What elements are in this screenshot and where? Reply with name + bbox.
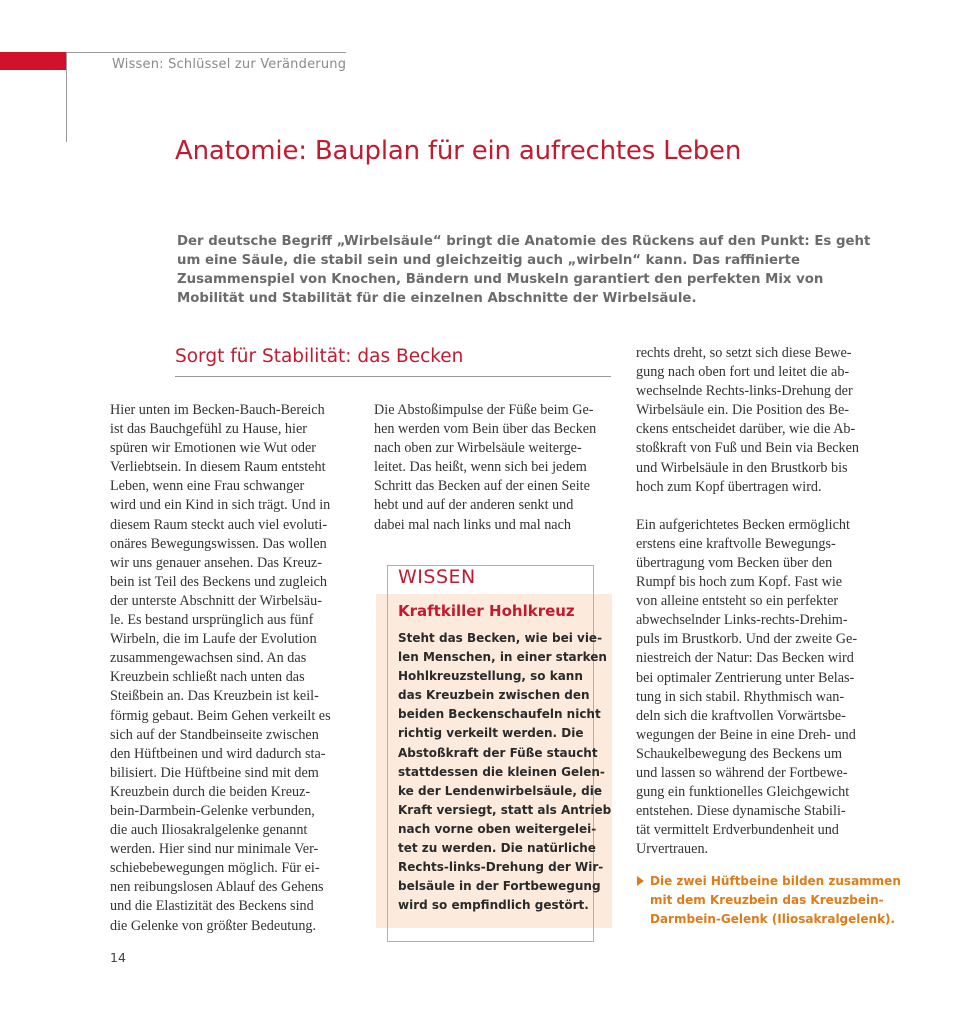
paragraph-gap	[636, 497, 859, 516]
text-line: hoch zum Kopf übertragen wird.	[636, 478, 822, 495]
text-line: werden. Hier sind nur minimale Ver-	[110, 841, 319, 858]
text-line: gung nach oben fort und leitet die ab-	[636, 364, 850, 381]
box-text-line: Rechts-links-Drehung der Wir-	[398, 860, 604, 875]
text-line: hen werden vom Bein über das Becken	[374, 421, 597, 438]
text-line: bein-Darmbein-Gelenke verbunden,	[110, 802, 315, 819]
text-line: diesem Raum steckt auch viel evoluti-	[110, 516, 328, 533]
text-line: deln sich die kraftvollen Vorwärtsbe-	[636, 707, 846, 724]
section-heading: Sorgt für Stabilität: das Becken	[175, 346, 464, 367]
text-line: Steißbein an. Das Kreuzbein ist keil-	[110, 688, 319, 705]
text-line: ist das Bauchgefühl zu Hause, hier	[110, 421, 307, 438]
text-line: tung in sich stabil. Rhythmisch wan-	[636, 688, 845, 705]
box-text-line: das Kreuzbein zwischen den	[398, 688, 590, 703]
text-line: Wirbelsäule ein. Die Position des Be-	[636, 402, 849, 419]
text-line: gung ein funktionelles Gleichgewicht	[636, 784, 850, 801]
box-text-line: wird so empfindlich gestört.	[398, 898, 589, 913]
text-line: dabei mal nach links und mal nach	[374, 516, 571, 533]
text-line: Ein aufgerichtetes Becken ermöglicht	[636, 516, 850, 533]
text-line: spüren wir Emotionen wie Wut oder	[110, 440, 317, 457]
text-line: wechselnde Rechts-links-Drehung der	[636, 383, 853, 400]
running-head: Wissen: Schlüssel zur Veränderung	[112, 57, 347, 72]
text-line: nach oben zur Wirbelsäule weiterge-	[374, 440, 582, 457]
box-text-line: tet zu werden. Die natürliche	[398, 841, 596, 856]
text-line: und Wirbelsäule in den Brustkorb bis	[636, 459, 848, 476]
text-line: die auch Iliosakralgelenke genannt	[110, 822, 308, 839]
text-line: bilisiert. Die Hüftbeine sind mit dem	[110, 764, 319, 781]
text-line: niestreich der Natur: Das Becken wird	[636, 650, 854, 667]
note-text: Die zwei Hüftbeine bilden zusammen	[650, 874, 901, 888]
text-line: bein ist Teil des Beckens und zugleich	[110, 573, 328, 590]
wissen-box-title: Kraftkiller Hohlkreuz	[398, 602, 575, 620]
text-line: leitet. Das heißt, wenn sich bei jedem	[374, 459, 587, 476]
text-line: nen reibungslosen Ablauf des Gehens	[110, 879, 324, 896]
section-rule	[175, 376, 611, 377]
text-line: erstens eine kraftvolle Bewegungs-	[636, 535, 836, 552]
text-line: Rumpf bis hoch zum Kopf. Fast wie	[636, 574, 843, 591]
box-text-line: stattdessen die kleinen Gelen-	[398, 764, 605, 779]
header-rule	[66, 52, 346, 53]
box-text-line: Hohlkreuzstellung, so kann	[398, 669, 583, 684]
text-line: die Gelenke von größter Bedeutung.	[110, 917, 317, 934]
text-line: und lassen so während der Fortbewe-	[636, 764, 848, 781]
box-text-line: Steht das Becken, wie bei vie-	[398, 631, 603, 645]
text-line: bei optimaler Zentrierung unter Belas-	[636, 669, 855, 686]
header-vertical-rule	[66, 52, 67, 142]
text-line: Leben, wenn eine Frau schwanger	[110, 478, 305, 495]
intro-paragraph: Der deutsche Begriff „Wirbelsäule“ bringt die Anatomie des Rückens auf den Punkt: Es geht um eine Säule, die stabil sein und gleichzeitig auch „wirbeln“ kann. Das raffinierte Zusammenspiel von Knochen, Bändern und Muskeln garantiert den perfekten Mix von Mobilität und Stabilität für die einzelnen Abschnitte der Wirbelsäule.	[177, 234, 871, 306]
text-line: Schritt das Becken auf der einen Seite	[374, 478, 590, 495]
text-line: rechts dreht, so setzt sich diese Bewe-	[636, 345, 852, 361]
text-line: le. Es bestand ursprünglich aus fünf	[110, 612, 314, 629]
box-text-line: ke der Lendenwirbelsäule, die	[398, 783, 602, 798]
column-3	[636, 344, 859, 859]
box-text-line: beiden Beckenschaufeln nicht	[398, 707, 601, 722]
text-line: Die Abstoßimpulse der Füße beim Ge-	[374, 402, 594, 418]
column-2	[374, 401, 596, 535]
text-line: schiebebewegungen möglich. Für ei-	[110, 860, 320, 877]
note-callout	[636, 872, 901, 929]
box-text-line: belsäule in der Fortbewegung	[398, 879, 601, 894]
page-title: Anatomie: Bauplan für ein aufrechtes Leben	[175, 136, 742, 166]
text-line: tät vermittelt Erdverbundenheit und	[636, 822, 839, 839]
text-line: wird und ein Kind in sich trägt. Und in	[110, 497, 331, 514]
text-line: wir uns genauer ansehen. Das Kreuz-	[110, 554, 322, 571]
text-line: wegungen der Beine in eine Dreh- und	[636, 726, 856, 743]
text-line: stoßkraft von Fuß und Bein via Becken	[636, 440, 860, 457]
text-line: hebt und auf der anderen senkt und	[374, 497, 574, 514]
text-line: und die Elastizität des Beckens sind	[110, 898, 314, 915]
text-line: onäres Bewegungswissen. Das wollen	[110, 535, 327, 552]
page-number: 14	[110, 950, 126, 965]
wissen-box-body	[398, 629, 611, 915]
text-line: Urvertrauen.	[636, 841, 709, 858]
box-text-line: richtig verkeilt werden. Die	[398, 726, 584, 741]
text-line: zusammengewachsen sind. An das	[110, 650, 307, 667]
text-line: puls im Brustkorb. Und der zweite Ge-	[636, 631, 858, 648]
text-line: übertragung vom Becken über den	[636, 554, 833, 571]
box-text-line: nach vorne oben weitergelei-	[398, 821, 597, 836]
text-line: Verliebtsein. In diesem Raum entsteht	[110, 459, 326, 476]
red-header-tab	[0, 52, 66, 70]
text-line: Kreuzbein schließt nach unten das	[110, 669, 305, 686]
text-line: ckens entscheidet darüber, wie die Ab-	[636, 421, 856, 438]
text-line: sich auf der Standbeinseite zwischen	[110, 726, 319, 743]
column-1	[110, 401, 331, 936]
box-text-line: Abstoßkraft der Füße staucht	[398, 745, 598, 760]
text-line: von alleine entsteht so ein perfekter	[636, 593, 839, 610]
text-line: Kreuzbein durch die beiden Kreuz-	[110, 783, 311, 800]
text-line: förmig gebaut. Beim Gehen verkeilt es	[110, 707, 331, 724]
box-text-line: Kraft versiegt, statt als Antrieb	[398, 802, 612, 817]
text-line: Wirbeln, die im Laufe der Evolution	[110, 631, 317, 648]
text-line: Schaukelbewegung des Beckens um	[636, 745, 843, 762]
text-line: den Hüftbeinen und wird dadurch sta-	[110, 745, 326, 762]
box-text-line: len Menschen, in einer starken	[398, 650, 607, 665]
text-line: entstehen. Diese dynamische Stabili-	[636, 803, 846, 820]
note-line	[636, 872, 901, 891]
text-line: abwechselnder Links-rechts-Drehim-	[636, 612, 848, 629]
wissen-box-label: WISSEN	[398, 566, 476, 588]
text-line: Hier unten im Becken-Bauch-Bereich	[110, 402, 325, 418]
note-line: Darmbein-Gelenk (Iliosakralgelenk).	[650, 912, 896, 926]
note-line: mit dem Kreuzbein das Kreuzbein-	[650, 893, 884, 907]
text-line: der unterste Abschnitt der Wirbelsäu-	[110, 592, 322, 609]
